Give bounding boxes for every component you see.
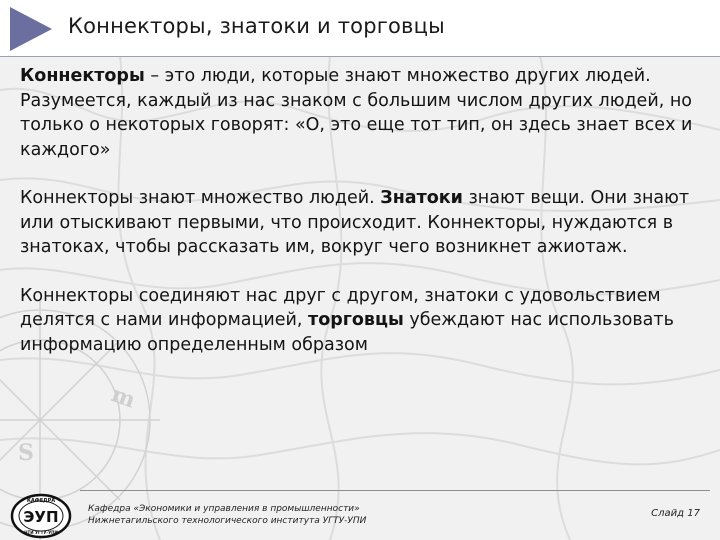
footer-line-2: Нижнетагильского технологического института УГТУ-УПИ: [88, 516, 367, 526]
paragraph-text: убеждают нас использовать информацию определенным образом: [20, 310, 674, 355]
logo-top-text: КАФЕДРА: [26, 498, 56, 504]
slide-title: Коннекторы, знатоки и торговцы: [68, 14, 445, 38]
footer-divider: [80, 490, 710, 491]
paragraph-text: Коннекторы знают множество людей.: [20, 188, 381, 208]
term-mavens: Знатоки: [380, 188, 463, 208]
slide-header: [0, 0, 720, 56]
term-connectors: Коннекторы: [20, 66, 145, 86]
paragraph-text: – это люди, которые знают множество других людей. Разумеется, каждый из нас знаком с большим числом других людей, но только о некоторых говорят: «О, это еще тот тип, он здесь знает всех и каждого»: [20, 66, 693, 160]
term-salesmen: торговцы: [308, 310, 404, 330]
slide-number: Слайд 17: [651, 508, 700, 519]
paragraph-salesmen: [20, 284, 710, 358]
paragraph-connectors: [20, 64, 710, 162]
paragraph-mavens: [20, 186, 710, 260]
slide-body: [20, 64, 710, 381]
triangle-arrow-icon: [8, 5, 54, 53]
department-logo-icon: [10, 493, 72, 539]
paragraph-text: знают вещи. Они знают или отыскивают первыми, что происходит. Коннекторы, нуждаются в знатоках, чтобы рассказать им, вокруг чего возникнет ажиотаж.: [20, 188, 690, 257]
footer-caption: [88, 503, 366, 527]
header-divider: [0, 56, 720, 57]
logo-bottom-text: НТИ УГТУ-УПИ: [24, 530, 58, 535]
footer-line-1: Кафедра «Экономики и управления в промышленности»: [88, 504, 360, 514]
svg-text:m: m: [107, 381, 139, 414]
svg-text:S: S: [18, 440, 34, 466]
logo-main-text: ЭУП: [23, 508, 59, 526]
paragraph-text: Коннекторы соединяют нас друг с другом, знатоки с удовольствием делятся с нами информацией,: [20, 285, 661, 330]
